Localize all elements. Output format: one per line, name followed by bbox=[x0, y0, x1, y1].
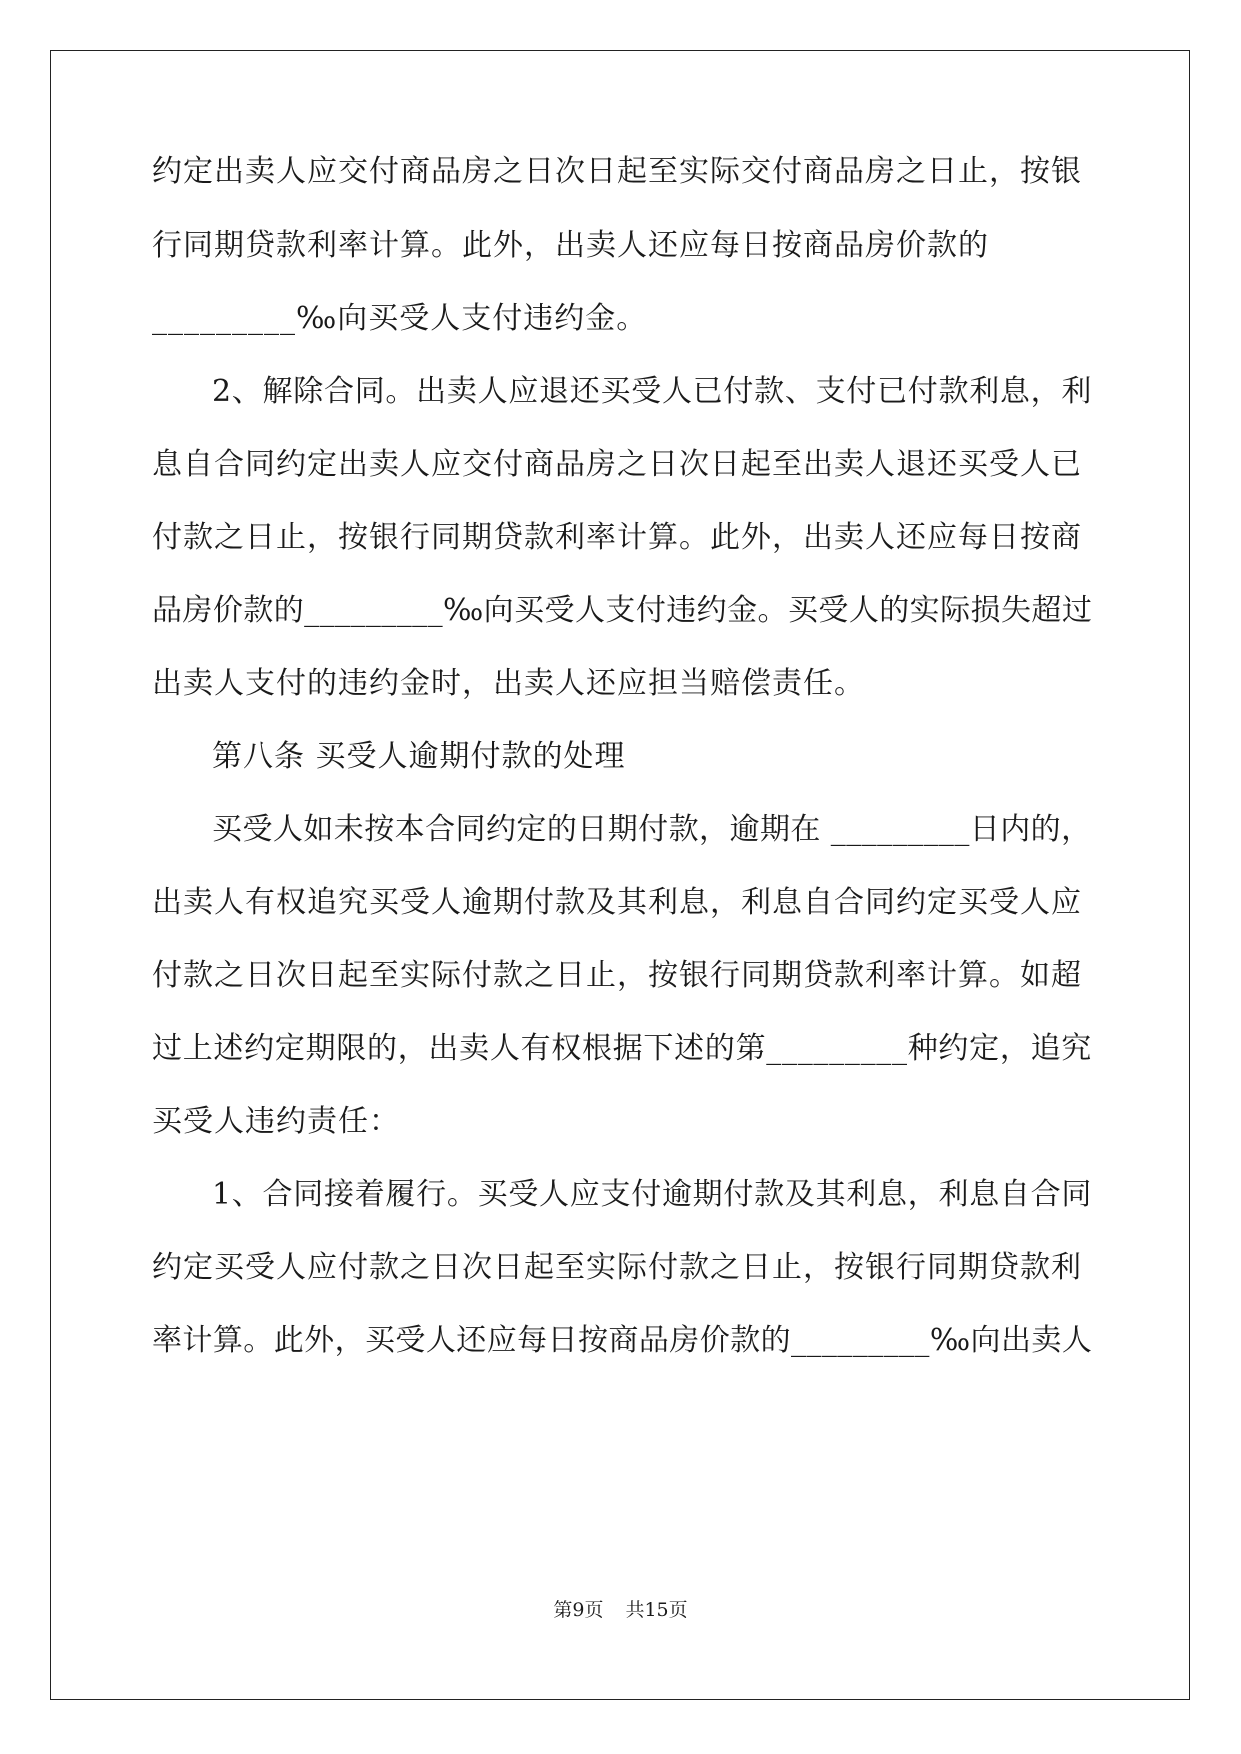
text-line: 品房价款的_________‰向买受人支付违约金。买受人的实际损失超过 bbox=[152, 593, 1093, 628]
text-line: 率计算。此外，买受人还应每日按商品房价款的_________‰向出卖人 bbox=[152, 1323, 1093, 1358]
text-line: 行同期贷款利率计算。此外，出卖人还应每日按商品房价款的 bbox=[152, 228, 989, 263]
text-line: 约定买受人应付款之日次日起至实际付款之日止，按银行同期贷款利 bbox=[152, 1250, 1082, 1285]
page-number: 第9页 bbox=[553, 1599, 604, 1621]
text-line: 出卖人支付的违约金时，出卖人还应担当赔偿责任。 bbox=[152, 666, 865, 701]
page-border bbox=[50, 50, 1190, 1700]
text-line: 买受人违约责任： bbox=[152, 1104, 400, 1139]
paragraph-start-line: 1、合同接着履行。买受人应支付逾期付款及其利息，利息自合同 bbox=[212, 1177, 1093, 1212]
text-line: 出卖人有权追究买受人逾期付款及其利息，利息自合同约定买受人应 bbox=[152, 885, 1082, 920]
paragraph-start-line: 2、解除合同。出卖人应退还买受人已付款、支付已付款利息，利 bbox=[212, 374, 1093, 409]
text-line: 息自合同约定出卖人应交付商品房之日次日起至出卖人退还买受人已 bbox=[152, 447, 1082, 482]
text-line: 付款之日止，按银行同期贷款利率计算。此外，出卖人还应每日按商 bbox=[152, 520, 1082, 555]
section-heading: 第八条 买受人逾期付款的处理 bbox=[212, 739, 626, 774]
text-line: 过上述约定期限的，出卖人有权根据下述的第_________种约定，追究 bbox=[152, 1031, 1092, 1066]
total-pages: 共15页 bbox=[625, 1599, 688, 1621]
text-line: 约定出卖人应交付商品房之日次日起至实际交付商品房之日止，按银 bbox=[152, 154, 1082, 189]
text-line: _________‰向买受人支付违约金。 bbox=[152, 301, 648, 336]
page-footer bbox=[0, 1598, 1241, 1622]
text-line: 付款之日次日起至实际付款之日止，按银行同期贷款利率计算。如超 bbox=[152, 958, 1082, 993]
paragraph-start-line: 买受人如未按本合同约定的日期付款，逾期在 _________日内的， bbox=[212, 812, 1092, 847]
